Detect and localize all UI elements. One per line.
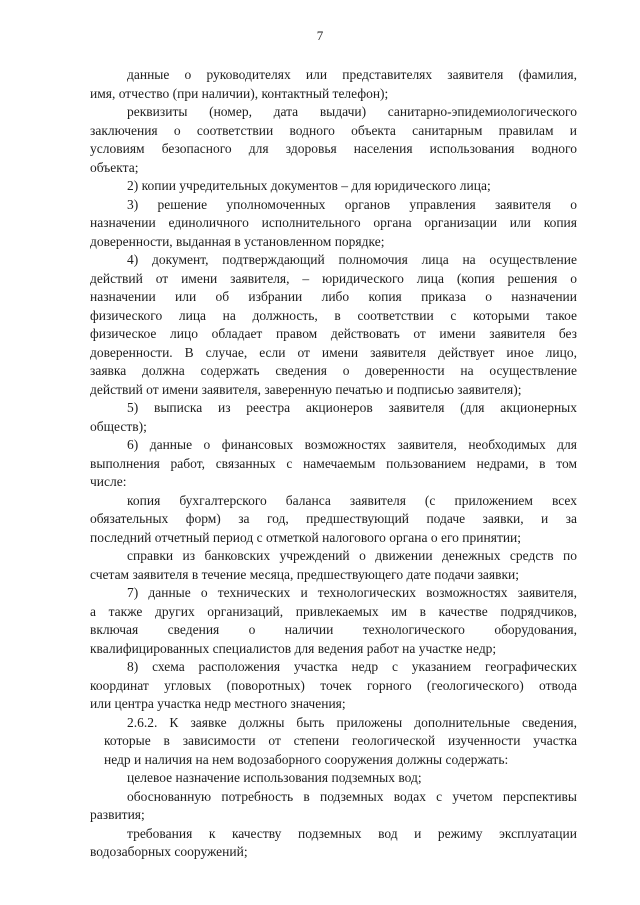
paragraph [90,103,577,177]
document-body [90,66,577,862]
text-line: физическое лицо обладает правом действовать от имени заявителя без [90,326,577,341]
text-line: требования к качеству подземных вод и режиму эксплуатации [127,825,577,841]
paragraph [90,658,577,714]
text-line: действий от имени заявителя, заверенную печатью и подписью заявителя); [90,381,522,397]
text-line: действий от имени заявителя, – юридического лица (копия решения о [90,270,577,286]
paragraph [90,251,577,399]
paragraph [90,196,577,252]
text-line: реквизиты (номер, дата выдачи) санитарно-эпидемиологического [127,104,577,119]
text-line: недр и наличия на нем водозаборного сооружения должны содержать: [104,751,509,767]
text-line: назначении единоличного исполнительного органа организации или копия [90,215,577,230]
text-line: 2) копии учредительных документов – для юридического лица; [127,178,491,193]
text-line: или центра участка недр местного значения; [90,696,346,711]
text-line: 6) данные о финансовых возможностях заявителя, необходимых для [127,437,577,452]
text-line: 5) выписка из реестра акционеров заявителя (для акционерных [127,400,577,415]
text-line: включая сведения о наличии технологического оборудования, [90,622,577,637]
text-line: условиям безопасного для здоровья населения использования водного [90,141,577,156]
paragraph [90,825,577,862]
text-line: числе: [90,474,127,489]
text-line: физического лица на должность, в соответствии с которыми такое [90,307,577,323]
text-line: объекта; [90,159,139,175]
paragraph [90,584,577,658]
text-line: 4) документ, подтверждающий полномочия лица на осуществление [127,252,577,267]
text-line: доверенности, выданная в установленном порядке; [90,233,385,249]
text-line: обоснованную потребность в подземных водах с учетом перспективы [127,788,577,804]
paragraph [90,547,577,584]
paragraph [90,492,577,548]
paragraph [90,436,577,492]
text-line: которые в зависимости от степени геологической изученности участка [104,733,577,748]
text-line: имя, отчество (при наличии), контактный телефон); [90,85,389,101]
text-line: заявка должна содержать сведения о доверенности на осуществление [90,363,577,378]
text-line: водозаборных сооружений; [90,844,248,859]
text-line: 2.6.2. К заявке должны быть приложены дополнительные сведения, [127,714,577,730]
text-line: данные о руководителях или представителях заявителя (фамилия, [127,67,577,82]
paragraph [90,399,577,436]
text-line: 7) данные о технических и технологических возможностях заявителя, [127,585,577,600]
text-line: а также других организаций, привлекаемых им в качестве подрядчиков, [90,603,577,619]
text-line: доверенности. В случае, если от имени заявителя действует иное лицо, [90,344,577,360]
text-line: координат угловых (поворотных) точек горного (геологического) отвода [90,677,577,693]
text-line: 3) решение уполномоченных органов управления заявителя о [127,196,577,212]
text-line: обществ); [90,418,147,434]
page-number: 7 [316,28,324,43]
paragraph [90,788,577,825]
text-line: последний отчетный период с отметкой налогового органа о его принятии; [90,529,522,545]
text-line: справки из банковских учреждений о движении денежных средств по [127,548,577,563]
text-line: развития; [90,807,145,822]
paragraph [90,66,577,103]
text-line: назначении или об избрании либо копия приказа о назначении [90,289,577,304]
text-line: целевое назначение использования подземных вод; [127,770,422,785]
text-line: выполнения работ, связанных с намечаемым пользованием недрами, в том [90,455,577,471]
paragraph [90,714,577,770]
text-line: квалифицированных специалистов для ведения работ на участке недр; [90,640,497,656]
text-line: обязательных форм) за год, предшествующий подаче заявки, и за [90,511,577,526]
text-line: счетам заявителя в течение месяца, предшествующего дате подачи заявки; [90,566,520,582]
text-line: копия бухгалтерского баланса заявителя (с приложением всех [127,492,577,508]
text-line: заключения о соответствии водного объекта санитарным правилам и [90,122,577,138]
paragraph [90,177,577,196]
paragraph [90,769,577,788]
text-line: 8) схема расположения участка недр с указанием географических [127,659,577,674]
